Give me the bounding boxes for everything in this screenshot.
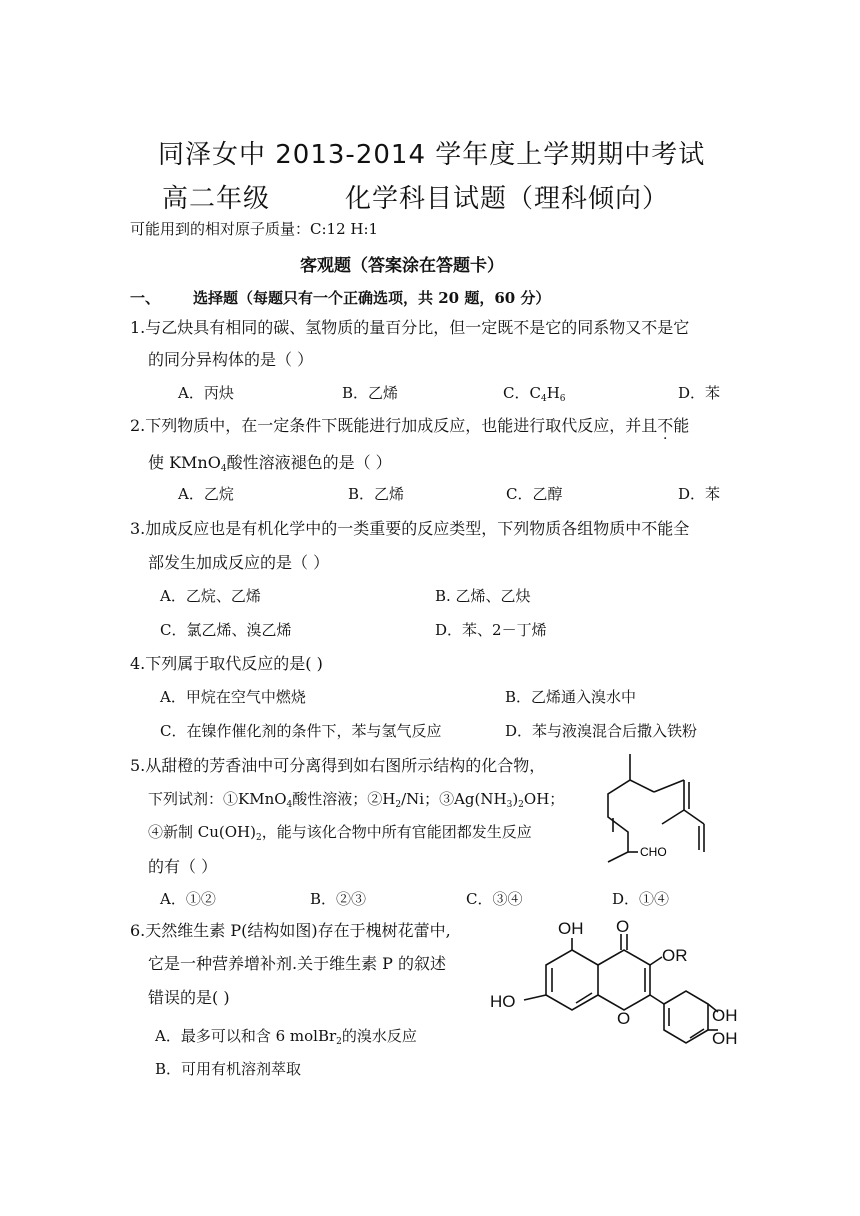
q4-option-d[interactable]: D．苯与液溴混合后撒入铁粉 (505, 722, 698, 740)
q5-option-a[interactable]: A．①② (160, 890, 216, 908)
q6-label-or: OR (662, 946, 688, 965)
q1-option-b[interactable]: B．乙烯 (342, 384, 399, 402)
q6-label-oh-r1: OH (712, 1006, 738, 1025)
q4-option-a[interactable]: A．甲烷在空气中燃烧 (160, 688, 306, 706)
q5-line3: ④新制 $Cu(OH)_2$，能与该化合物中所有官能团都发生反应 (148, 823, 532, 843)
q2-line2: 使 KMnO$_4$酸性溶液褪色的是（ ） (148, 453, 392, 474)
q5-line2: 下列试剂：①KMnO$_4$酸性溶液；$②H_2/Ni$；$③Ag(NH_3)_2OH$； (148, 790, 565, 810)
q5-structure-diagram (596, 752, 726, 867)
q6-option-b[interactable]: B．可用有机溶剂萃取 (155, 1060, 302, 1078)
q6-label-oh-r2: OH (712, 1029, 738, 1048)
q3-option-b[interactable]: B. 乙烯、乙炔 (435, 587, 531, 605)
q6-line1: 6.天然维生素 P(结构如图)存在于槐树花蕾中, (130, 921, 451, 940)
q4-line1: 4.下列属于取代反应的是( ) (130, 654, 323, 673)
emphasis-dot: 不 (657, 416, 674, 435)
q1-line2: 的同分异构体的是（ ） (148, 350, 314, 369)
q3-option-c[interactable]: C．氯乙烯、溴乙烯 (160, 621, 292, 639)
q4-option-c[interactable]: C．在镍作催化剂的条件下，苯与氢气反应 (160, 722, 442, 740)
q1-line1: 1.与乙炔具有相同的碳、氢物质的量百分比，但一定既不是它的同系物又不是它 (130, 318, 690, 337)
q4-option-b[interactable]: B．乙烯通入溴水中 (505, 688, 637, 706)
subject-label: 化学科目试题（理科倾向） (345, 184, 670, 214)
q5-cho-label: CHO (640, 845, 667, 859)
q5-option-d[interactable]: D．①④ (612, 890, 670, 908)
q3-line1: 3.加成反应也是有机化学中的一类重要的反应类型，下列物质各组物质中不能全 (130, 519, 690, 538)
q3-option-d[interactable]: D．苯、2－丁烯 (435, 621, 547, 639)
q6-option-a[interactable]: A．最多可以和含 6 molBr$_2$的溴水反应 (155, 1027, 417, 1047)
q2-line1: 2.下列物质中，在一定条件下既能进行加成反应，也能进行取代反应，并且不能 (130, 413, 689, 436)
q5-option-c[interactable]: C．③④ (466, 890, 523, 908)
q1-option-c[interactable]: C．$C_4H_6$ (503, 384, 566, 404)
q3-option-a[interactable]: A．乙烷、乙烯 (160, 587, 261, 605)
q6-line3: 错误的是( ) (148, 988, 230, 1007)
q1-option-a[interactable]: A．丙炔 (178, 384, 234, 402)
grade-label: 高二年级 (162, 184, 271, 214)
q2-option-d[interactable]: D．苯 (678, 485, 721, 503)
section-heading: 客观题（答案涂在答题卡） (300, 256, 504, 276)
exam-title: 同泽女中 2013-2014 学年度上学期期中考试 (158, 140, 706, 170)
q2-option-b[interactable]: B．乙烯 (348, 485, 405, 503)
q5-option-b[interactable]: B．②③ (310, 890, 367, 908)
q3-line2: 部发生加成反应的是（ ） (148, 553, 330, 572)
q2-option-c[interactable]: C．乙醇 (506, 485, 563, 503)
q5-line4: 的有（ ） (148, 857, 218, 876)
part-number: 一、 (130, 289, 161, 307)
part-label: 选择题（每题只有一个正确选项，共 20 题，60 分） (193, 289, 551, 307)
q6-label-oh-top: OH (558, 919, 584, 938)
q6-line2: 它是一种营养增补剂.关于维生素 P 的叙述 (148, 954, 447, 973)
q6-label-o-top: O (616, 917, 630, 936)
q6-structure-diagram (486, 912, 746, 1062)
q2-option-a[interactable]: A．乙烷 (178, 485, 234, 503)
q6-label-ho-left: HO (490, 992, 516, 1011)
q1-option-d[interactable]: D．苯 (678, 384, 721, 402)
atomic-mass-note: 可能用到的相对原子质量：C:12 H:1 (130, 220, 379, 238)
q5-line1: 5.从甜橙的芳香油中可分离得到如右图所示结构的化合物， (130, 756, 546, 775)
q6-label-o-ring: O (617, 1009, 631, 1028)
